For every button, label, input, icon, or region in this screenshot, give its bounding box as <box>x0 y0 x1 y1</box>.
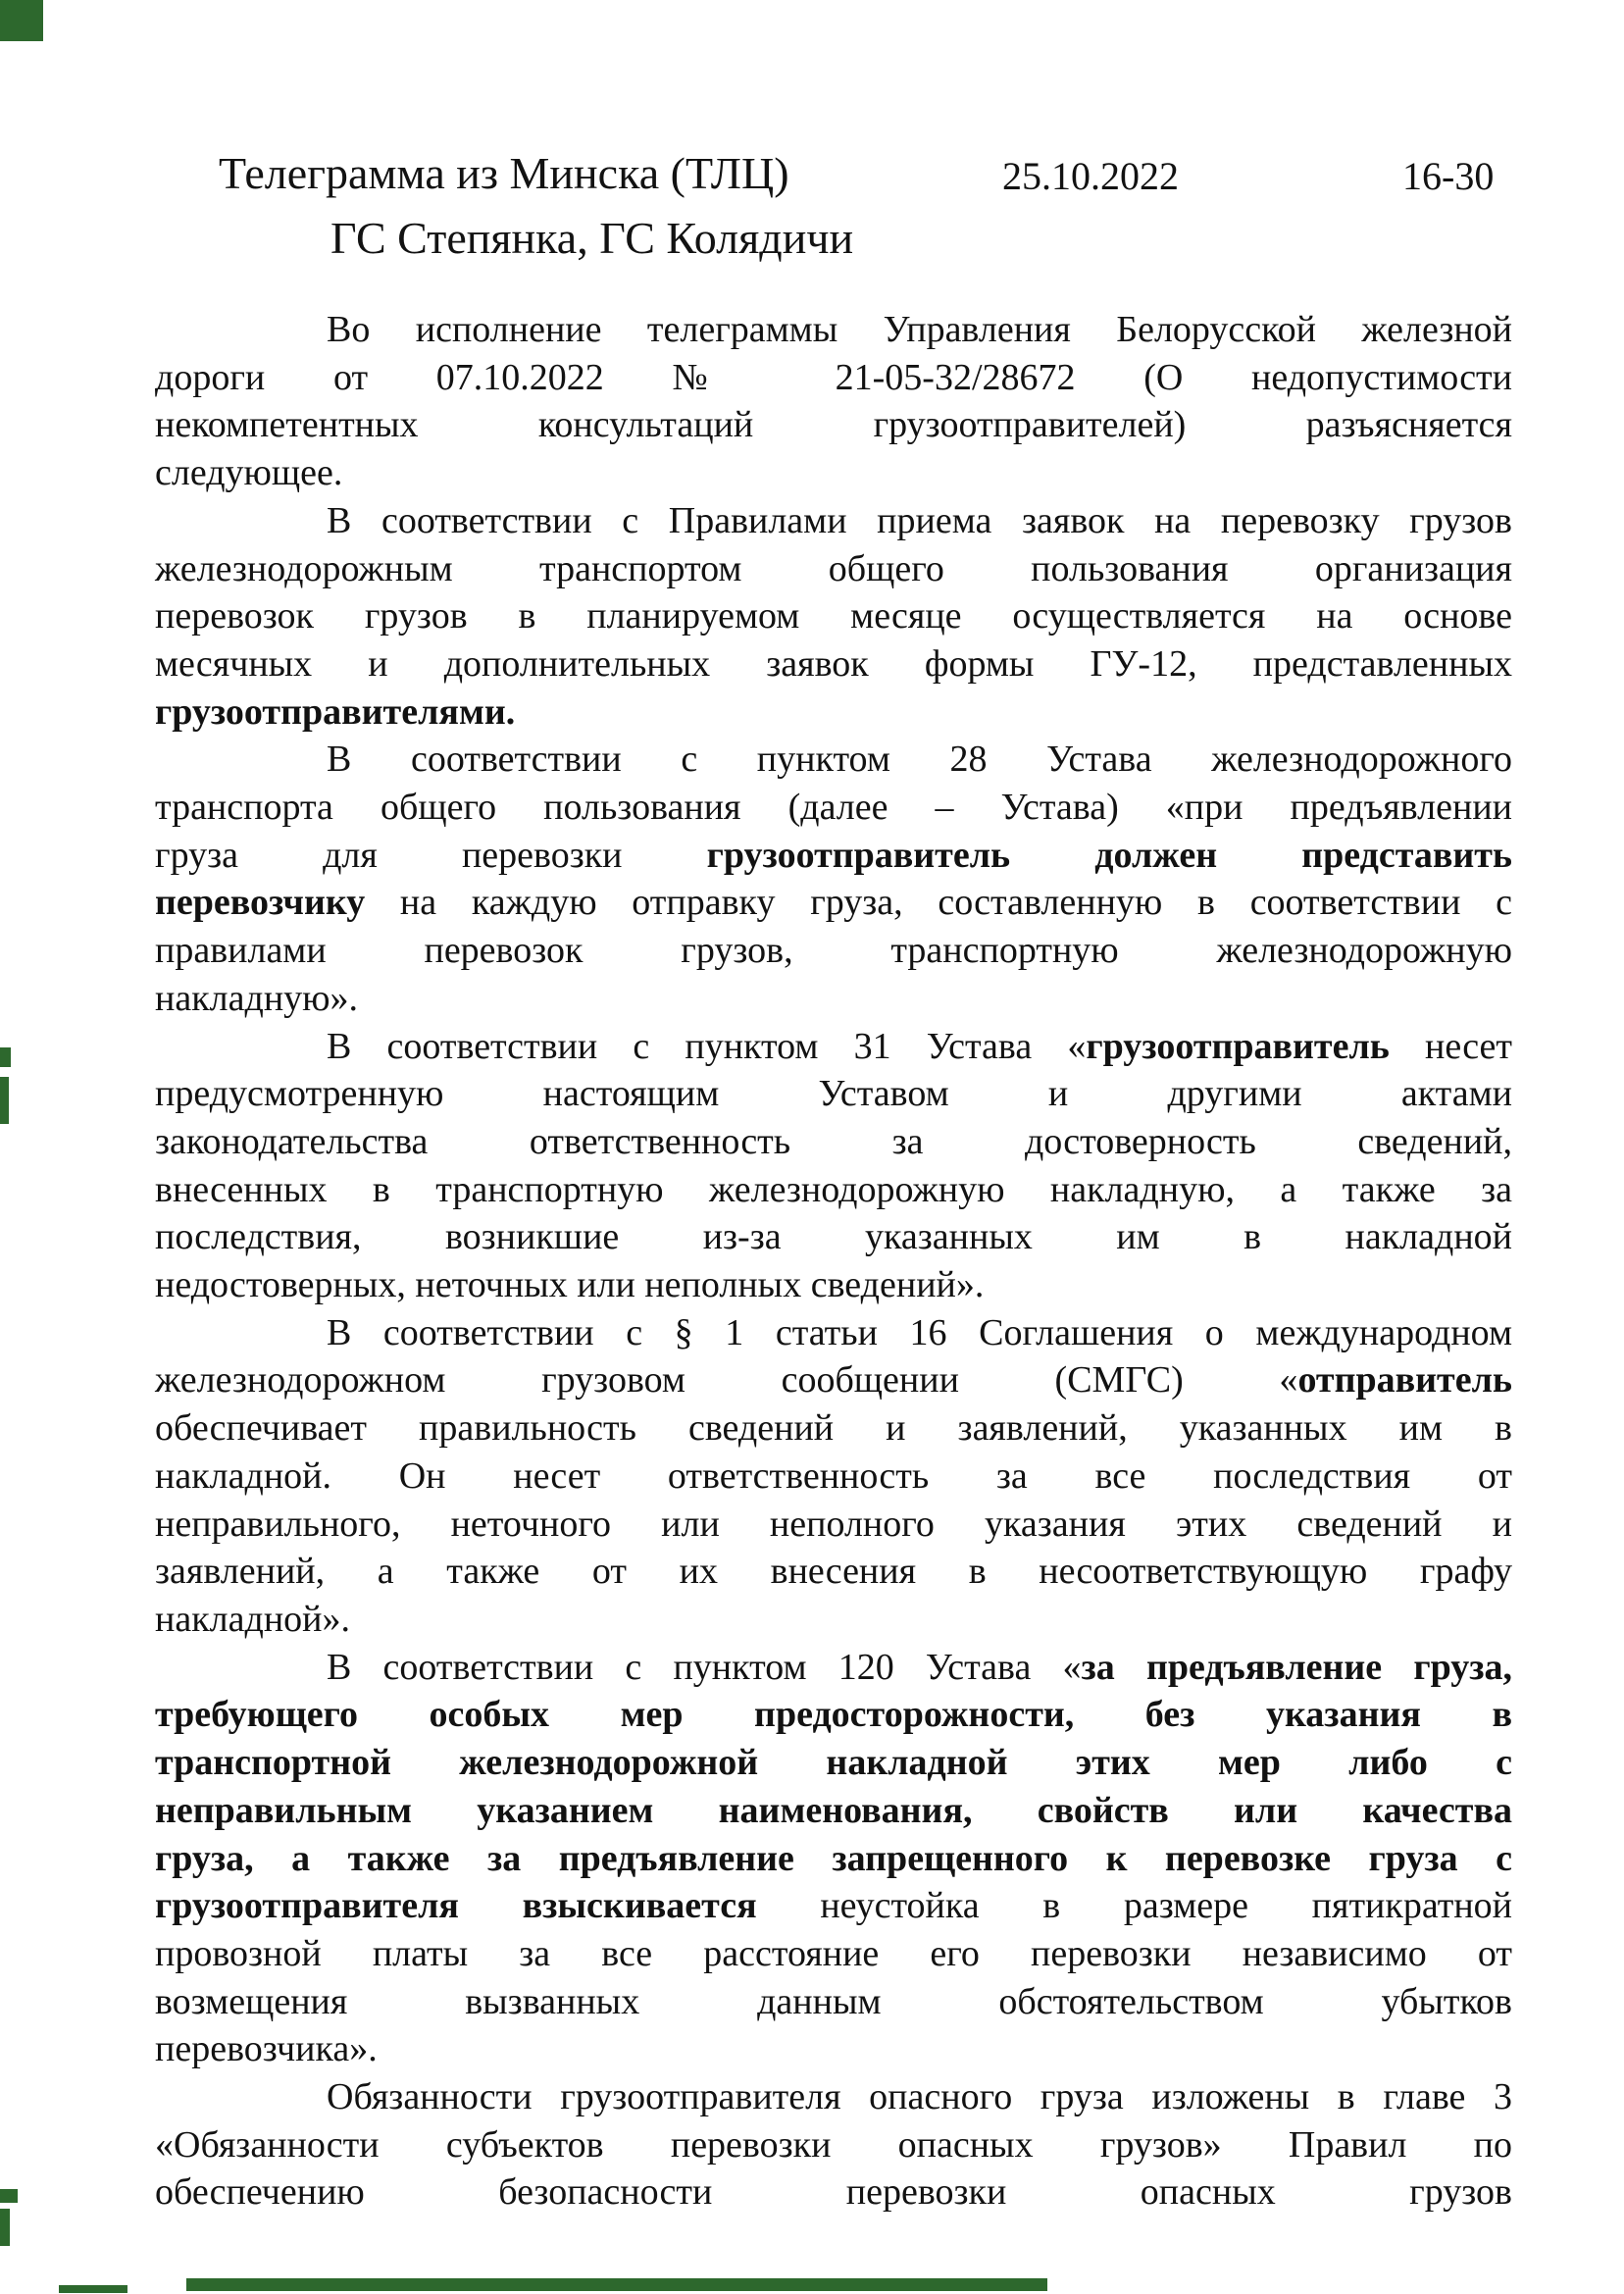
paragraph <box>155 736 1512 1022</box>
text-segment: В соответствии с пунктом 28 Устава железнодорожного <box>327 739 1512 781</box>
text-segment: «Обязанности субъектов перевозки опасных грузов» Правил по <box>155 2123 1512 2166</box>
text-segment: перевозчика». <box>155 2028 378 2070</box>
text-line <box>155 1882 1512 1930</box>
paragraph <box>155 1644 1512 2073</box>
scan-artifact-bottom-bar <box>186 2278 1047 2291</box>
text-segment-bold: неправильным указанием наименования, свойств или качества <box>155 1789 1512 1831</box>
text-line <box>155 784 1512 832</box>
text-line <box>155 1596 1512 1644</box>
text-segment: недостоверных, неточных или неполных сведений». <box>155 1264 985 1306</box>
text-segment: несет <box>1389 1025 1512 1067</box>
text-segment: следующее. <box>155 452 343 494</box>
text-segment: заявлений, а также от их внесения в несоответствующую графу <box>155 1551 1512 1593</box>
text-line <box>155 306 1512 354</box>
text-segment: перевозок грузов в планируемом месяце осуществляется на основе <box>155 595 1512 637</box>
text-line <box>155 1787 1512 1835</box>
paragraph <box>155 1023 1512 1309</box>
scan-artifact-top-left-corner <box>0 0 43 41</box>
text-line <box>155 1309 1512 1357</box>
text-line <box>155 2025 1512 2073</box>
document-body <box>155 306 1512 2217</box>
text-line <box>155 1930 1512 1978</box>
text-segment: железнодорожном грузовом сообщении (СМГС) « <box>155 1359 1298 1402</box>
text-segment-bold: за предъявление груза, <box>1081 1646 1512 1688</box>
text-segment: внесенных в транспортную железнодорожную накладную, а также за <box>155 1168 1512 1210</box>
text-line <box>155 736 1512 784</box>
text-line <box>155 1739 1512 1787</box>
paragraph <box>155 1309 1512 1644</box>
text-line <box>155 640 1512 688</box>
text-line <box>155 1978 1512 2026</box>
text-line <box>155 975 1512 1023</box>
text-segment: законодательства ответственность за достоверность сведений, <box>155 1120 1512 1162</box>
document-date: 25.10.2022 <box>1002 154 1179 198</box>
text-segment: предусмотренную настоящим Уставом и другими актами <box>155 1073 1512 1115</box>
text-segment-bold: требующего особых мер предосторожности, без указания в <box>155 1694 1512 1736</box>
text-line <box>155 401 1512 449</box>
text-line <box>155 1023 1512 1071</box>
text-segment: обеспечению безопасности перевозки опасных грузов <box>155 2171 1512 2214</box>
text-segment-bold: перевозчику <box>155 882 366 924</box>
text-segment: Обязанности грузоотправителя опасного груза изложены в главе 3 <box>327 2076 1512 2118</box>
text-segment: накладной. Он несет ответственность за все последствия от <box>155 1454 1512 1497</box>
text-line <box>155 497 1512 545</box>
text-line <box>155 927 1512 975</box>
text-segment: накладную». <box>155 977 359 1019</box>
text-segment: груза для перевозки <box>155 834 707 876</box>
text-line <box>155 1691 1512 1739</box>
scan-artifact-bottom-dash <box>59 2285 127 2293</box>
document-time: 16-30 <box>1402 154 1495 198</box>
scan-artifact-left-edge-1 <box>0 1047 11 1067</box>
text-line <box>155 592 1512 640</box>
scan-artifact-bottom-left-2 <box>0 2209 10 2246</box>
text-segment: Во исполнение телеграммы Управления Белорусской железной <box>327 309 1512 350</box>
text-segment: В соответствии с пунктом 31 Устава « <box>327 1025 1087 1067</box>
text-line <box>155 1070 1512 1118</box>
text-segment: месячных и дополнительных заявок формы ГУ-12, представленных <box>155 642 1512 685</box>
text-segment: на каждую отправку груза, составленную в соответствии с <box>365 882 1512 924</box>
text-segment: последствия, возникшие из-за указанных им в накладной <box>155 1216 1512 1258</box>
text-segment: В соответствии с § 1 статьи 16 Соглашения о международном <box>327 1311 1512 1353</box>
text-line <box>155 545 1512 593</box>
document-title: Телеграмма из Минска (ТЛЦ) <box>219 148 789 198</box>
text-segment-bold: отправитель <box>1297 1359 1512 1402</box>
text-segment-bold: грузоотправителями. <box>155 690 516 733</box>
text-line <box>155 1548 1512 1596</box>
text-segment: неустойка в размере пятикратной <box>756 1885 1513 1927</box>
text-line <box>155 1453 1512 1501</box>
text-line <box>155 1835 1512 1883</box>
scan-artifact-left-edge-2 <box>0 1077 9 1124</box>
scan-artifact-bottom-left-1 <box>0 2189 18 2203</box>
text-segment-bold: транспортной железнодорожной накладной этих мер либо с <box>155 1742 1512 1784</box>
text-line <box>155 1261 1512 1309</box>
text-line <box>155 2168 1512 2217</box>
text-segment: провозной платы за все расстояние его перевозки независимо от <box>155 1932 1512 1974</box>
text-segment-bold: грузоотправителя взыскивается <box>155 1885 757 1927</box>
text-segment-bold: грузоотправитель <box>1086 1025 1390 1067</box>
paragraph <box>155 497 1512 737</box>
document-addressees: ГС Степянка, ГС Колядичи <box>330 213 854 263</box>
text-line <box>155 354 1512 402</box>
text-segment-bold: грузоотправитель должен представить <box>706 834 1513 876</box>
text-line <box>155 1166 1512 1214</box>
text-segment: некомпетентных консультаций грузоотправителей) разъясняется <box>155 404 1512 446</box>
text-line <box>155 1356 1512 1404</box>
text-segment: правилами перевозок грузов, транспортную железнодорожную <box>155 930 1512 972</box>
text-line <box>155 879 1512 927</box>
text-segment: возмещения вызванных данным обстоятельством убытков <box>155 1980 1512 2022</box>
text-segment: транспорта общего пользования (далее – Устава) «при предъявлении <box>155 787 1512 829</box>
text-segment: обеспечивает правильность сведений и заявлений, указанных им в <box>155 1407 1512 1450</box>
text-line <box>155 2073 1512 2121</box>
paragraph <box>155 306 1512 497</box>
text-segment: В соответствии с Правилами приема заявок на перевозку грузов <box>327 499 1512 541</box>
text-line <box>155 832 1512 880</box>
text-segment: железнодорожным транспортом общего пользования организация <box>155 547 1512 589</box>
text-segment: накладной». <box>155 1598 350 1640</box>
text-segment: дороги от 07.10.2022 № 21-05-32/28672 (О недопустимости <box>155 356 1512 398</box>
text-line <box>155 1501 1512 1549</box>
text-line <box>155 1644 1512 1692</box>
text-line <box>155 449 1512 497</box>
text-segment: неправильного, неточного или неполного указания этих сведений и <box>155 1503 1512 1545</box>
text-line <box>155 1404 1512 1453</box>
text-line <box>155 688 1512 737</box>
text-line <box>155 2121 1512 2169</box>
text-segment-bold: груза, а также за предъявление запрещенного к перевозке груза с <box>155 1837 1512 1879</box>
text-line <box>155 1118 1512 1166</box>
text-segment: В соответствии с пунктом 120 Устава « <box>327 1646 1082 1688</box>
paragraph <box>155 2073 1512 2217</box>
text-line <box>155 1213 1512 1261</box>
